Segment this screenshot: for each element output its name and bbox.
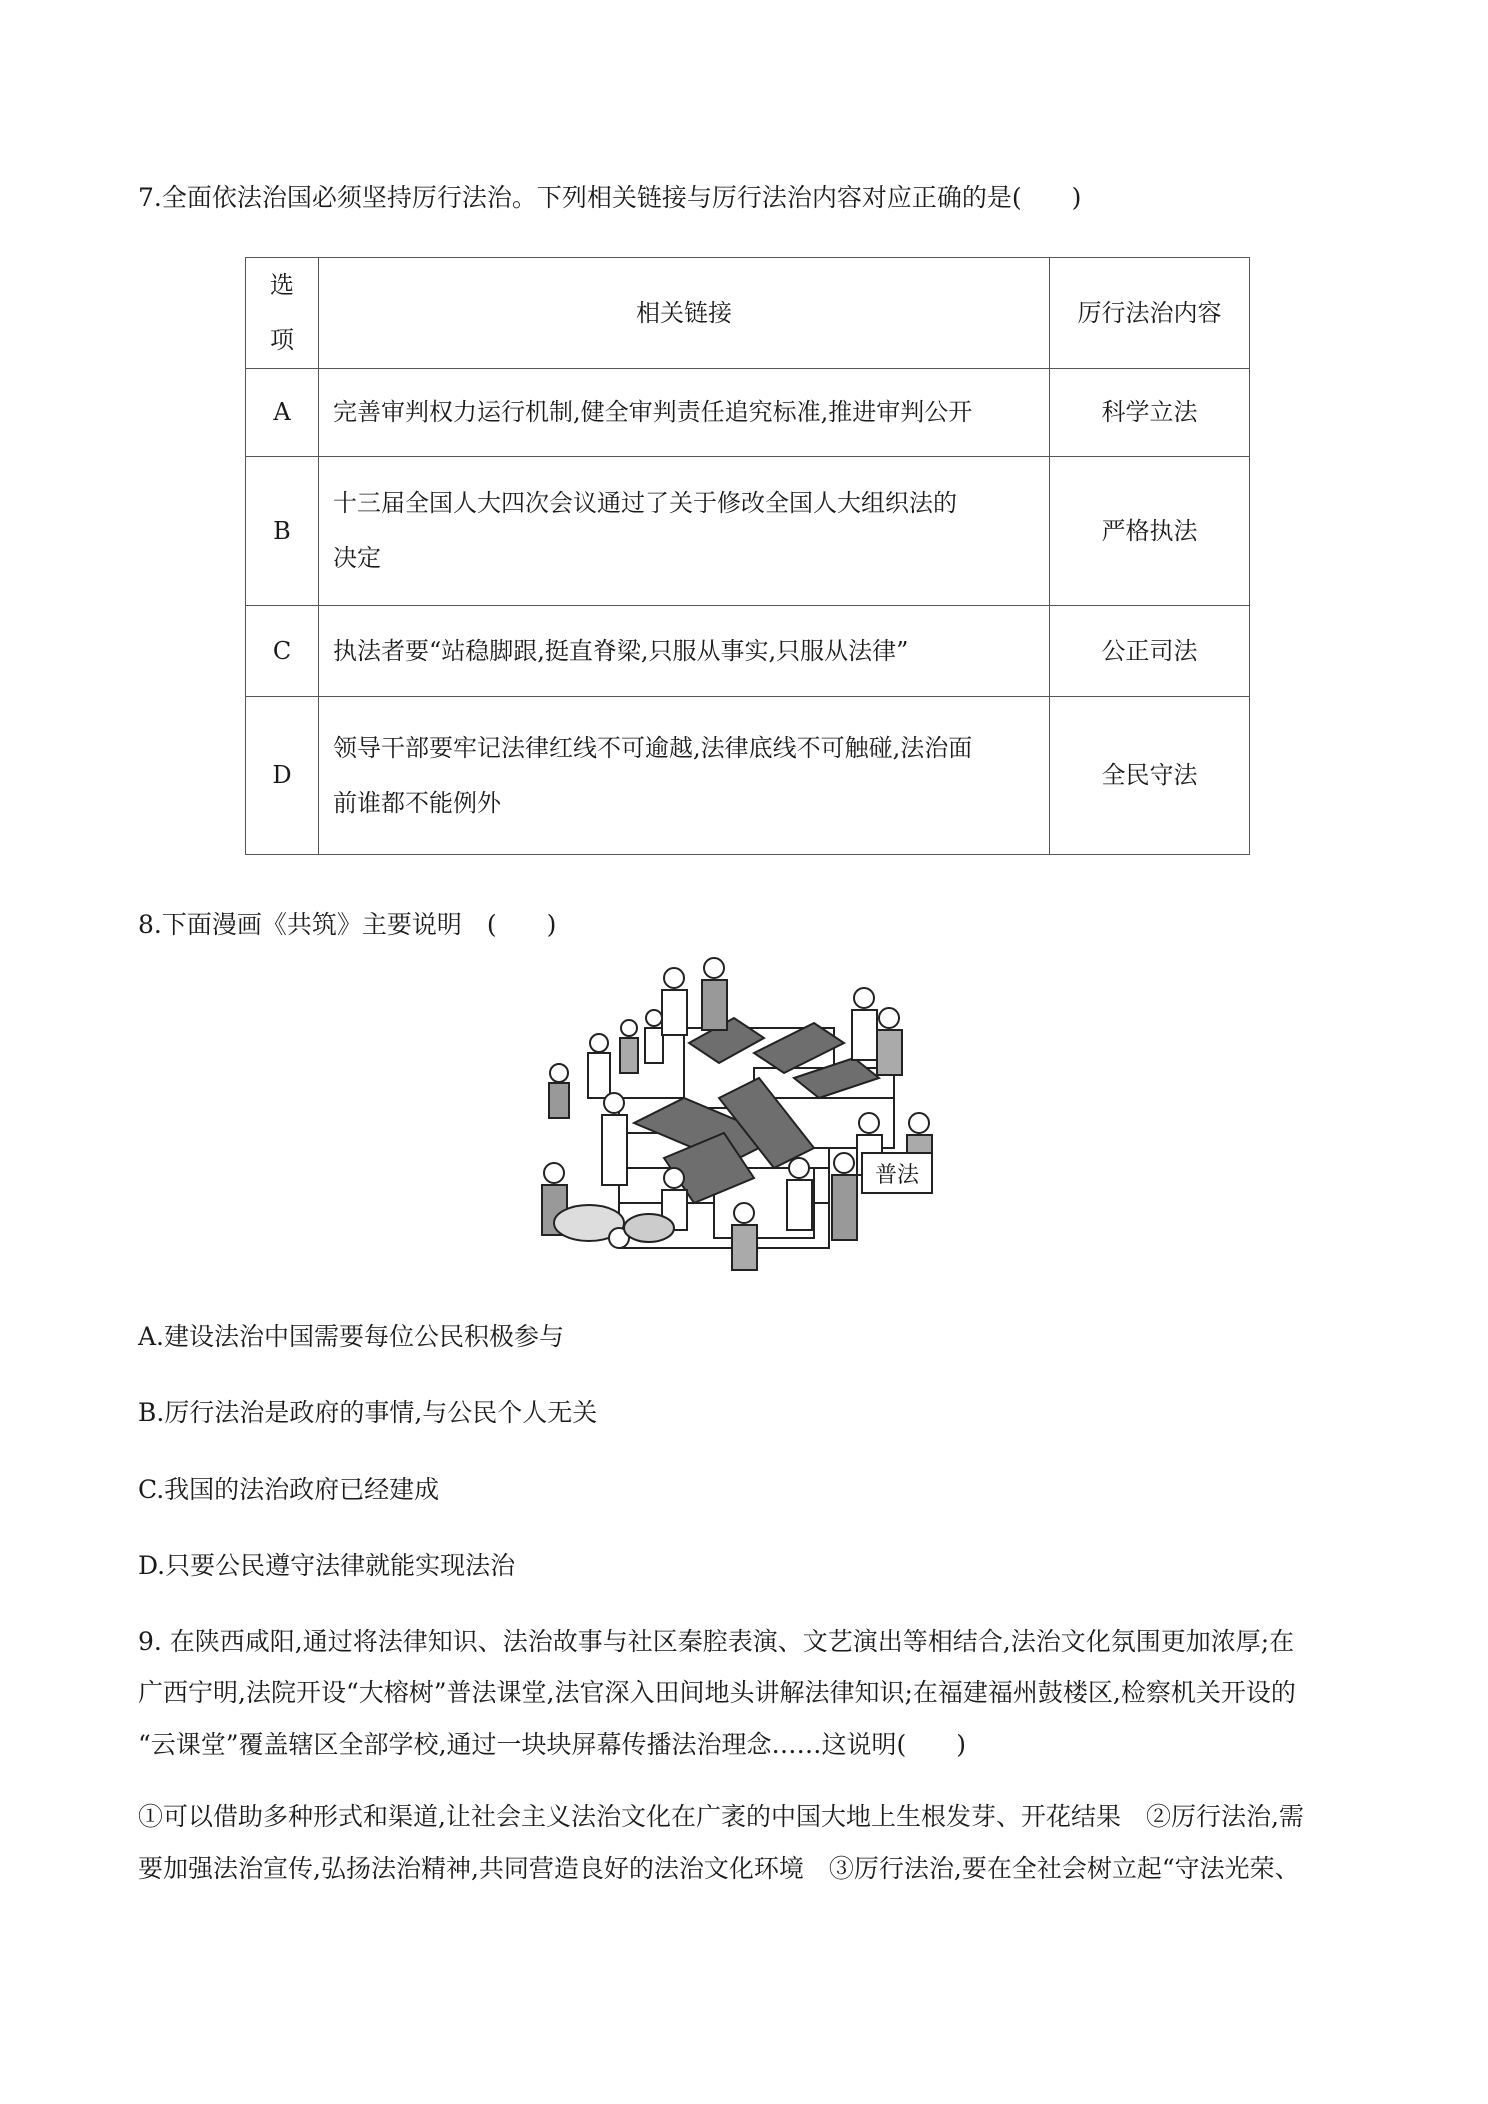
q9-line: “云课堂”覆盖辖区全部学校,通过一块块屏幕传播法治理念……这说明( ) — [138, 1730, 967, 1759]
q8-stem: 8.下面漫画《共筑》主要说明 ( ) — [138, 910, 557, 939]
q7-stem: 7.全面依法治国必须坚持厉行法治。下列相关链接与厉行法治内容对应正确的是( ) — [138, 183, 1082, 212]
row-link-line: 前谁都不能例外 — [333, 788, 501, 817]
row-category: 公正司法 — [1050, 606, 1250, 697]
row-category: 科学立法 — [1050, 369, 1250, 457]
row-link-line: 领导干部要牢记法律红线不可逾越,法律底线不可触碰,法治面 — [333, 733, 973, 762]
row-link — [319, 457, 1050, 606]
q8-option-b: B.厉行法治是政府的事情,与公民个人无关 — [138, 1398, 598, 1427]
q9-line: ①可以借助多种形式和渠道,让社会主义法治文化在广袤的中国大地上生根发芽、开花结果 ②厉行法治,需 — [138, 1802, 1304, 1831]
q7-options-table — [245, 257, 1250, 855]
header-link: 相关链接 — [319, 258, 1050, 369]
row-key: C — [246, 606, 319, 697]
q8-option-c: C.我国的法治政府已经建成 — [138, 1475, 440, 1504]
row-link — [319, 697, 1050, 855]
row-link-line: 完善审判权力运行机制,健全审判责任追究标准,推进审判公开 — [333, 398, 973, 426]
row-link — [319, 606, 1050, 697]
table-row — [246, 606, 1250, 697]
q9-line: 要加强法治宣传,弘扬法治精神,共同营造良好的法治文化环境 ③厉行法治,要在全社会树立起“守法光荣、 — [138, 1854, 1300, 1883]
header-option: 选项 — [246, 258, 319, 369]
row-link — [319, 369, 1050, 457]
row-link-line: 决定 — [333, 544, 381, 572]
row-category: 全民守法 — [1050, 697, 1250, 855]
table-row — [246, 369, 1250, 457]
cartoon-sign-text: 普法 — [874, 1163, 920, 1188]
header-category: 厉行法治内容 — [1050, 258, 1250, 369]
row-key: B — [246, 457, 319, 606]
row-category: 严格执法 — [1050, 457, 1250, 606]
table-header-row — [246, 258, 1250, 369]
row-key: D — [246, 697, 319, 855]
cartoon-illustration — [524, 948, 979, 1288]
row-link-line: 十三届全国人大四次会议通过了关于修改全国人大组织法的 — [333, 489, 957, 517]
table-row — [246, 697, 1250, 855]
q8-option-d: D.只要公民遵守法律就能实现法治 — [138, 1551, 516, 1580]
row-link-line: 执法者要“站稳脚跟,挺直脊梁,只服从事实,只服从法律” — [333, 636, 909, 665]
row-key: A — [246, 369, 319, 457]
q9-line: 9. 在陕西咸阳,通过将法律知识、法治故事与社区秦腔表演、文艺演出等相结合,法治文化氛围更加浓厚;在 — [138, 1627, 1295, 1656]
table-row — [246, 457, 1250, 606]
q9-line: 广西宁明,法院开设“大榕树”普法课堂,法官深入田间地头讲解法律知识;在福建福州鼓楼区,检察机关开设的 — [138, 1678, 1296, 1707]
q8-option-a: A.建设法治中国需要每位公民积极参与 — [138, 1322, 565, 1351]
